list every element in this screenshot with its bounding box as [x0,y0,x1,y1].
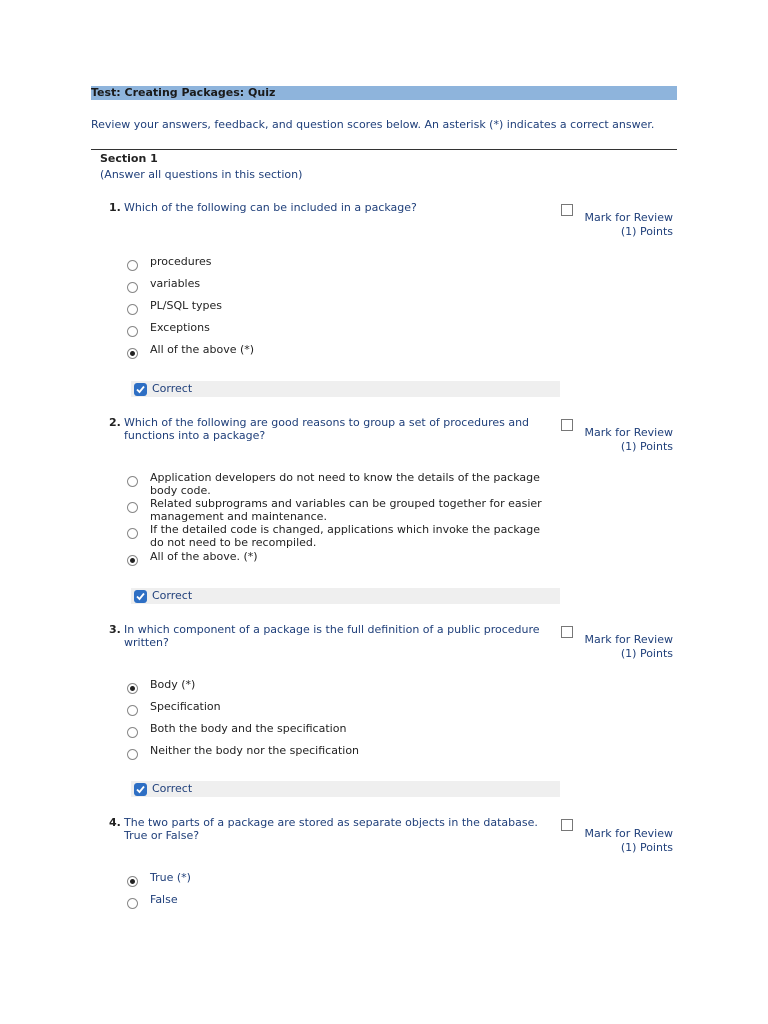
answer-option: All of the above. (*) [150,550,258,563]
mark-for-review-checkbox[interactable] [561,626,573,638]
answer-radio[interactable] [127,260,138,271]
check-icon [134,783,147,796]
quiz-title-bar [91,86,677,100]
answer-radio[interactable] [127,326,138,337]
section-title: Section 1 [100,152,158,165]
question-number: 1. [109,201,121,214]
mark-for-review-label: Mark for Review [584,211,673,224]
answer-option: Specification [150,700,221,713]
points-label: (1) Points [620,647,673,660]
answer-option: If the detailed code is changed, applications which invoke the package do not need to be recompiled. [150,523,541,549]
answer-radio[interactable] [127,749,138,760]
answer-option: Exceptions [150,321,210,334]
mark-for-review-label: Mark for Review [584,633,673,646]
answer-radio[interactable] [127,727,138,738]
answer-option: Both the body and the specification [150,722,347,735]
check-icon [134,590,147,603]
question-text: Which of the following are good reasons to group a set of procedures and functions into a package? [124,416,530,442]
answer-option: Neither the body nor the specification [150,744,360,757]
section-note: (Answer all questions in this section) [100,168,303,181]
answer-radio-selected[interactable] [127,348,138,359]
answer-radio[interactable] [127,476,138,487]
answer-radio[interactable] [127,898,138,909]
answer-option: True (*) [150,871,191,884]
answer-radio[interactable] [127,502,138,513]
question-text: The two parts of a package are stored as separate objects in the database. True or False? [124,816,538,842]
answer-option: All of the above (*) [150,343,255,356]
answer-option: PL/SQL types [150,299,223,312]
question-number: 4. [109,816,121,829]
answer-radio[interactable] [127,528,138,539]
points-label: (1) Points [620,841,673,854]
question-number: 2. [109,416,121,429]
answer-option: Related subprograms and variables can be grouped together for easier management and maintenance. [150,497,542,523]
answer-option: Body (*) [150,678,196,691]
answer-radio-selected[interactable] [127,683,138,694]
divider [91,149,677,150]
answer-radio-selected[interactable] [127,876,138,887]
question-text: Which of the following can be included in a package? [124,201,417,214]
result-bar [131,381,560,397]
question-number: 3. [109,623,121,636]
answer-radio[interactable] [127,282,138,293]
result-bar [131,781,560,797]
points-label: (1) Points [620,225,673,238]
quiz-title: Test: Creating Packages: Quiz [91,86,276,99]
answer-radio[interactable] [127,705,138,716]
intro-text: Review your answers, feedback, and question scores below. An asterisk (*) indicates a correct answer. [91,118,655,131]
answer-option: Application developers do not need to know the details of the package body code. [150,471,540,497]
answer-radio-selected[interactable] [127,555,138,566]
result-label: Correct [152,382,193,395]
mark-for-review-checkbox[interactable] [561,819,573,831]
answer-option: variables [150,277,201,290]
answer-option: False [150,893,178,906]
result-label: Correct [152,589,193,602]
mark-for-review-label: Mark for Review [584,426,673,439]
mark-for-review-label: Mark for Review [584,827,673,840]
mark-for-review-checkbox[interactable] [561,419,573,431]
answer-option: procedures [150,255,212,268]
points-label: (1) Points [620,440,673,453]
question-text: In which component of a package is the full definition of a public procedure written? [124,623,540,649]
result-label: Correct [152,782,193,795]
answer-radio[interactable] [127,304,138,315]
check-icon [134,383,147,396]
result-bar [131,588,560,604]
mark-for-review-checkbox[interactable] [561,204,573,216]
